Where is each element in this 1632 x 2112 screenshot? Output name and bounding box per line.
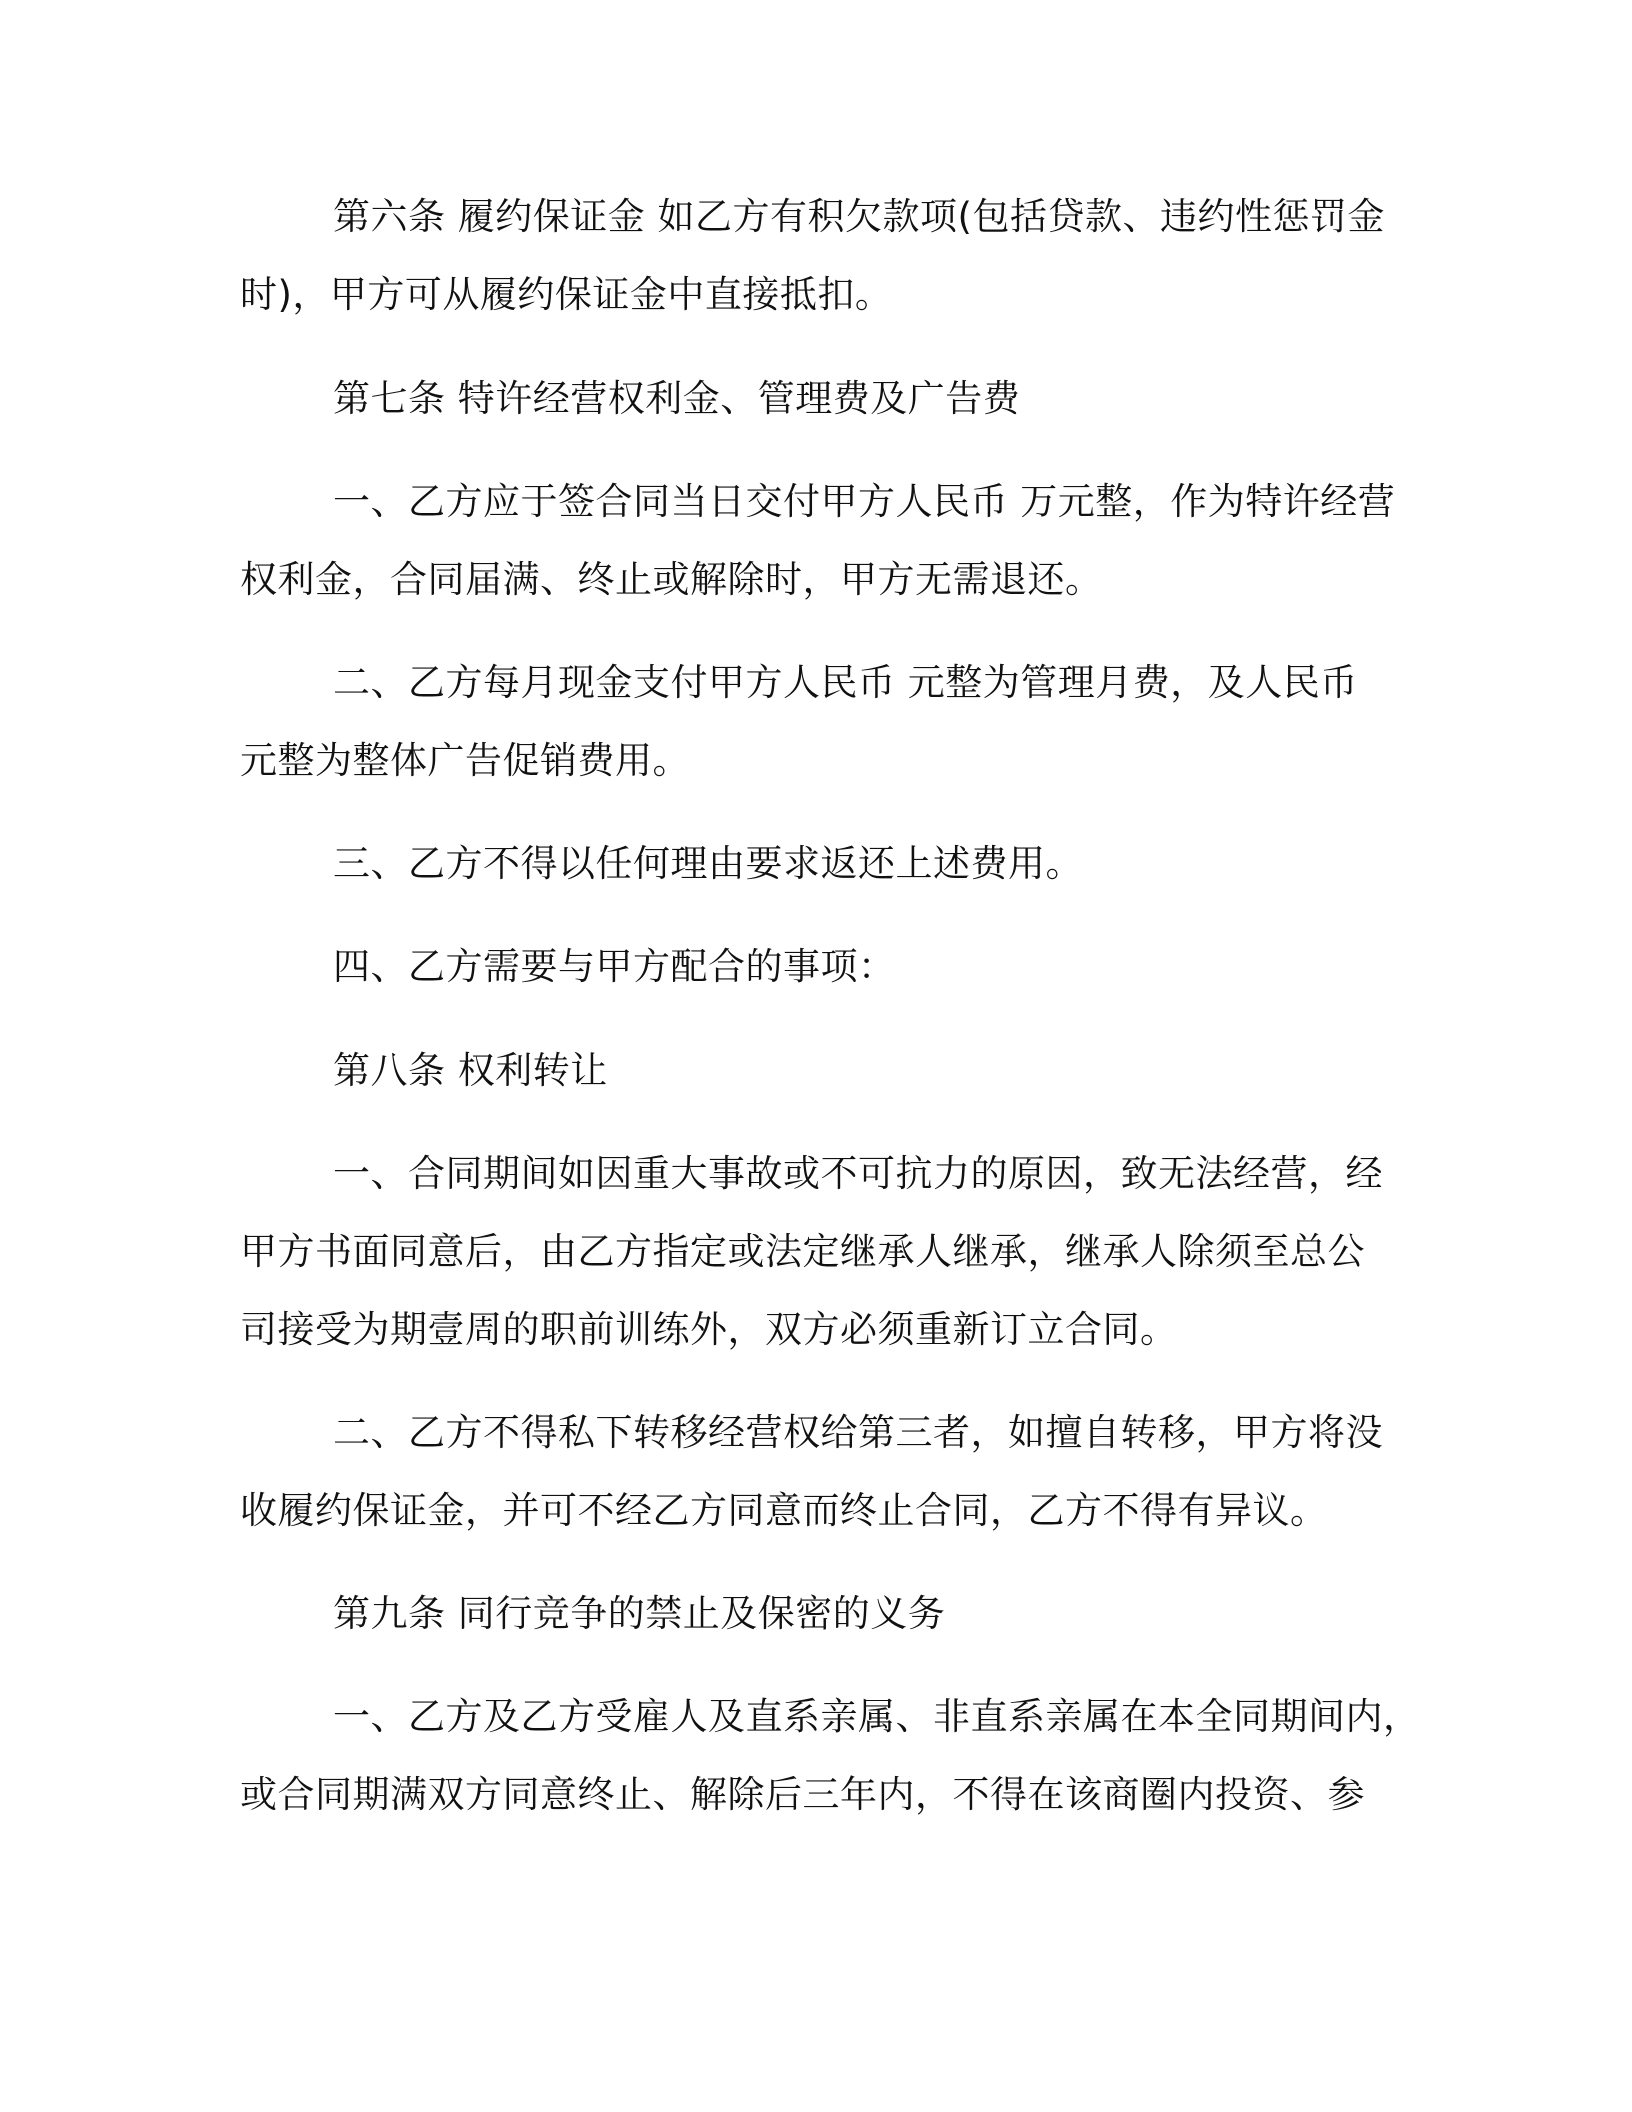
article-8-heading: 第八条 权利转让 xyxy=(333,1049,608,1092)
article-6-line-1: 第六条 履约保证金 如乙方有积欠款项(包括贷款、违约性惩罚金 xyxy=(333,195,1385,238)
article-8-item-1-line-3: 司接受为期壹周的职前训练外，双方必须重新订立合同。 xyxy=(240,1308,1178,1351)
article-8-item-1-line-2: 甲方书面同意后，由乙方指定或法定继承人继承，继承人除须至总公 xyxy=(240,1230,1365,1273)
article-9-item-1-line-1: 一、乙方及乙方受雇人及直系亲属、非直系亲属在本全同期间内， xyxy=(333,1695,1421,1738)
article-9-item-1-line-2: 或合同期满双方同意终止、解除后三年内，不得在该商圈内投资、参 xyxy=(240,1773,1365,1816)
article-7-item-4: 四、乙方需要与甲方配合的事项： xyxy=(333,945,896,988)
article-7-item-1-line-2: 权利金，合同届满、终止或解除时，甲方无需退还。 xyxy=(240,558,1103,601)
article-7-item-2-line-1: 二、乙方每月现金支付甲方人民币 元整为管理月费，及人民币 xyxy=(333,661,1358,704)
article-7-item-3: 三、乙方不得以任何理由要求返还上述费用。 xyxy=(333,842,1083,885)
article-7-item-2-line-2: 元整为整体广告促销费用。 xyxy=(240,739,690,782)
article-8-item-2-line-1: 二、乙方不得私下转移经营权给第三者，如擅自转移，甲方将没 xyxy=(333,1411,1383,1454)
article-7-item-1-line-1: 一、乙方应于签合同当日交付甲方人民币 万元整，作为特许经营 xyxy=(333,480,1396,523)
article-9-heading: 第九条 同行竞争的禁止及保密的义务 xyxy=(333,1592,946,1635)
article-6-line-2: 时)，甲方可从履约保证金中直接抵扣。 xyxy=(240,273,893,316)
article-7-heading: 第七条 特许经营权利金、管理费及广告费 xyxy=(333,377,1021,420)
article-8-item-1-line-1: 一、合同期间如因重大事故或不可抗力的原因，致无法经营，经 xyxy=(333,1152,1383,1195)
article-8-item-2-line-2: 收履约保证金，并可不经乙方同意而终止合同，乙方不得有异议。 xyxy=(240,1489,1328,1532)
